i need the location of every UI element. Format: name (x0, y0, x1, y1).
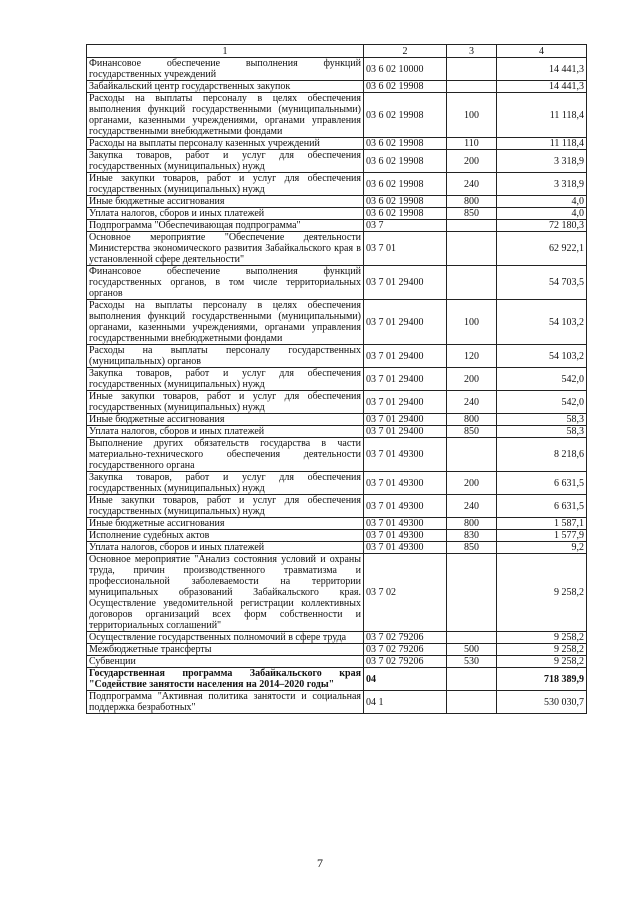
row-code-cell: 03 7 01 49300 (364, 495, 447, 518)
table-row (87, 266, 587, 300)
table-row (87, 495, 587, 518)
row-amount-cell: 54 703,5 (497, 266, 587, 300)
row-code-cell: 03 7 01 49300 (364, 472, 447, 495)
row-code-cell: 03 7 01 29400 (364, 414, 447, 426)
row-amount-cell: 9,2 (497, 542, 587, 554)
row-code-cell: 03 7 01 49300 (364, 530, 447, 542)
table-row (87, 668, 587, 691)
row-expense-type-cell: 240 (447, 495, 497, 518)
row-name-cell: Иные закупки товаров, работ и услуг для обеспечения государственных (муниципальных) нужд (87, 495, 364, 518)
row-name-cell: Исполнение судебных актов (87, 530, 364, 542)
row-name-cell: Подпрограмма "Активная политика занятости и социальная поддержка безработных" (87, 691, 364, 714)
row-code-cell: 03 6 02 19908 (364, 138, 447, 150)
row-amount-cell: 542,0 (497, 368, 587, 391)
row-code-cell: 03 7 01 29400 (364, 426, 447, 438)
row-code-cell: 03 6 02 19908 (364, 150, 447, 173)
row-name-cell: Уплата налогов, сборов и иных платежей (87, 542, 364, 554)
row-expense-type-cell (447, 232, 497, 266)
row-code-cell: 03 7 01 49300 (364, 542, 447, 554)
row-name-cell: Расходы на выплаты персоналу в целях обеспечения выполнения функций государственными (муниципальными) органами, казенными учреждениями, органами управления государственными внебюджетными фондами (87, 93, 364, 138)
row-name-cell: Иные бюджетные ассигнования (87, 196, 364, 208)
row-amount-cell: 11 118,4 (497, 93, 587, 138)
table-row (87, 472, 587, 495)
table-row (87, 232, 587, 266)
row-expense-type-cell (447, 266, 497, 300)
row-code-cell: 03 7 01 29400 (364, 368, 447, 391)
table-row (87, 81, 587, 93)
table-row (87, 93, 587, 138)
table-row (87, 300, 587, 345)
row-amount-cell: 1 587,1 (497, 518, 587, 530)
row-name-cell: Субвенции (87, 656, 364, 668)
row-amount-cell: 530 030,7 (497, 691, 587, 714)
row-name-cell: Осуществление государственных полномочий в сфере труда (87, 632, 364, 644)
row-amount-cell: 9 258,2 (497, 644, 587, 656)
row-code-cell: 03 7 02 (364, 554, 447, 632)
row-code-cell: 03 7 02 79206 (364, 656, 447, 668)
row-name-cell: Расходы на выплаты персоналу казенных учреждений (87, 138, 364, 150)
row-amount-cell: 4,0 (497, 196, 587, 208)
row-expense-type-cell: 110 (447, 138, 497, 150)
row-amount-cell: 718 389,9 (497, 668, 587, 691)
table-row (87, 208, 587, 220)
table-row (87, 173, 587, 196)
row-name-cell: Закупка товаров, работ и услуг для обеспечения государственных (муниципальных) нужд (87, 368, 364, 391)
table-row (87, 345, 587, 368)
column-header-name: 1 (87, 45, 364, 58)
row-code-cell: 03 6 02 19908 (364, 208, 447, 220)
row-name-cell: Уплата налогов, сборов и иных платежей (87, 426, 364, 438)
row-code-cell: 03 7 02 79206 (364, 632, 447, 644)
row-name-cell: Забайкальский центр государственных закупок (87, 81, 364, 93)
row-code-cell: 03 6 02 19908 (364, 81, 447, 93)
row-amount-cell: 3 318,9 (497, 150, 587, 173)
table-row (87, 554, 587, 632)
row-code-cell: 03 7 01 29400 (364, 345, 447, 368)
table-row (87, 368, 587, 391)
row-expense-type-cell (447, 691, 497, 714)
row-name-cell: Финансовое обеспечение выполнения функций государственных органов, в том числе территориальных органов (87, 266, 364, 300)
column-header-expense-type: 3 (447, 45, 497, 58)
row-code-cell: 03 7 (364, 220, 447, 232)
row-expense-type-cell: 200 (447, 368, 497, 391)
row-code-cell: 03 6 02 19908 (364, 196, 447, 208)
row-expense-type-cell: 100 (447, 93, 497, 138)
row-expense-type-cell (447, 438, 497, 472)
row-expense-type-cell: 200 (447, 472, 497, 495)
row-expense-type-cell: 200 (447, 150, 497, 173)
row-name-cell: Закупка товаров, работ и услуг для обеспечения государственных (муниципальных) нужд (87, 472, 364, 495)
row-name-cell: Расходы на выплаты персоналу государственных (муниципальных) органов (87, 345, 364, 368)
row-amount-cell: 14 441,3 (497, 58, 587, 81)
row-expense-type-cell: 500 (447, 644, 497, 656)
row-expense-type-cell (447, 554, 497, 632)
row-name-cell: Уплата налогов, сборов и иных платежей (87, 208, 364, 220)
row-amount-cell: 6 631,5 (497, 472, 587, 495)
row-amount-cell: 58,3 (497, 426, 587, 438)
table-row (87, 632, 587, 644)
table-row (87, 438, 587, 472)
table-row (87, 542, 587, 554)
table-row (87, 220, 587, 232)
table-row (87, 391, 587, 414)
row-code-cell: 03 6 02 19908 (364, 93, 447, 138)
row-amount-cell: 62 922,1 (497, 232, 587, 266)
table-row (87, 138, 587, 150)
row-amount-cell: 14 441,3 (497, 81, 587, 93)
row-amount-cell: 72 180,3 (497, 220, 587, 232)
row-name-cell: Закупка товаров, работ и услуг для обеспечения государственных (муниципальных) нужд (87, 150, 364, 173)
table-row (87, 644, 587, 656)
row-amount-cell: 542,0 (497, 391, 587, 414)
row-amount-cell: 4,0 (497, 208, 587, 220)
row-expense-type-cell: 800 (447, 414, 497, 426)
row-amount-cell: 54 103,2 (497, 300, 587, 345)
row-code-cell: 03 6 02 19908 (364, 173, 447, 196)
row-expense-type-cell (447, 58, 497, 81)
table-row (87, 426, 587, 438)
row-expense-type-cell: 800 (447, 196, 497, 208)
budget-document (86, 44, 586, 714)
table-row (87, 518, 587, 530)
row-expense-type-cell: 120 (447, 345, 497, 368)
row-expense-type-cell: 240 (447, 391, 497, 414)
table-row (87, 196, 587, 208)
row-amount-cell: 6 631,5 (497, 495, 587, 518)
row-name-cell: Расходы на выплаты персоналу в целях обеспечения выполнения функций государственными (муниципальными) органами, казенными учреждениями, органами управления государственными внебюджетными фондами (87, 300, 364, 345)
row-expense-type-cell: 850 (447, 542, 497, 554)
table-row (87, 58, 587, 81)
row-code-cell: 03 7 01 49300 (364, 518, 447, 530)
row-expense-type-cell: 800 (447, 518, 497, 530)
row-code-cell: 04 1 (364, 691, 447, 714)
row-expense-type-cell: 830 (447, 530, 497, 542)
row-amount-cell: 9 258,2 (497, 656, 587, 668)
row-code-cell: 03 7 01 29400 (364, 300, 447, 345)
row-expense-type-cell: 240 (447, 173, 497, 196)
row-name-cell: Подпрограмма "Обеспечивающая подпрограмма" (87, 220, 364, 232)
page-number: 7 (317, 856, 323, 870)
row-code-cell: 03 7 02 79206 (364, 644, 447, 656)
table-row (87, 414, 587, 426)
row-amount-cell: 8 218,6 (497, 438, 587, 472)
row-name-cell: Выполнение других обязательств государства в части материально-технического обеспечения деятельности государственного органа (87, 438, 364, 472)
table-row (87, 656, 587, 668)
table-row (87, 530, 587, 542)
budget-table (86, 44, 587, 714)
row-amount-cell: 54 103,2 (497, 345, 587, 368)
row-code-cell: 03 6 02 10000 (364, 58, 447, 81)
row-code-cell: 03 7 01 29400 (364, 266, 447, 300)
row-name-cell: Межбюджетные трансферты (87, 644, 364, 656)
column-header-amount: 4 (497, 45, 587, 58)
row-name-cell: Иные закупки товаров, работ и услуг для обеспечения государственных (муниципальных) нужд (87, 391, 364, 414)
row-code-cell: 03 7 01 (364, 232, 447, 266)
row-amount-cell: 11 118,4 (497, 138, 587, 150)
row-code-cell: 03 7 01 49300 (364, 438, 447, 472)
row-amount-cell: 1 577,9 (497, 530, 587, 542)
row-amount-cell: 9 258,2 (497, 632, 587, 644)
column-header-code: 2 (364, 45, 447, 58)
row-expense-type-cell: 100 (447, 300, 497, 345)
table-body (87, 58, 587, 714)
row-name-cell: Иные закупки товаров, работ и услуг для обеспечения государственных (муниципальных) нужд (87, 173, 364, 196)
row-amount-cell: 9 258,2 (497, 554, 587, 632)
column-number-row (87, 45, 587, 58)
row-name-cell: Государственная программа Забайкальского края "Содействие занятости населения на 2014–2020 годы" (87, 668, 364, 691)
row-amount-cell: 58,3 (497, 414, 587, 426)
row-expense-type-cell (447, 220, 497, 232)
row-expense-type-cell (447, 632, 497, 644)
row-expense-type-cell (447, 668, 497, 691)
row-expense-type-cell: 850 (447, 426, 497, 438)
row-amount-cell: 3 318,9 (497, 173, 587, 196)
row-code-cell: 03 7 01 29400 (364, 391, 447, 414)
table-row (87, 691, 587, 714)
row-name-cell: Финансовое обеспечение выполнения функций государственных учреждений (87, 58, 364, 81)
row-name-cell: Основное мероприятие "Обеспечение деятельности Министерства экономического развития Забайкальского края в установленной сфере деятельности" (87, 232, 364, 266)
row-code-cell: 04 (364, 668, 447, 691)
table-row (87, 150, 587, 173)
row-expense-type-cell (447, 81, 497, 93)
row-name-cell: Иные бюджетные ассигнования (87, 518, 364, 530)
row-name-cell: Иные бюджетные ассигнования (87, 414, 364, 426)
row-name-cell: Основное мероприятие "Анализ состояния условий и охраны труда, причин производственного травматизма и профессиональной заболеваемости на территории муниципальных образований Забайкальского края. Осуществление уведомительной регистрации коллективных договоров организаций всех форм собственности и территориальных соглашений" (87, 554, 364, 632)
row-expense-type-cell: 530 (447, 656, 497, 668)
row-expense-type-cell: 850 (447, 208, 497, 220)
